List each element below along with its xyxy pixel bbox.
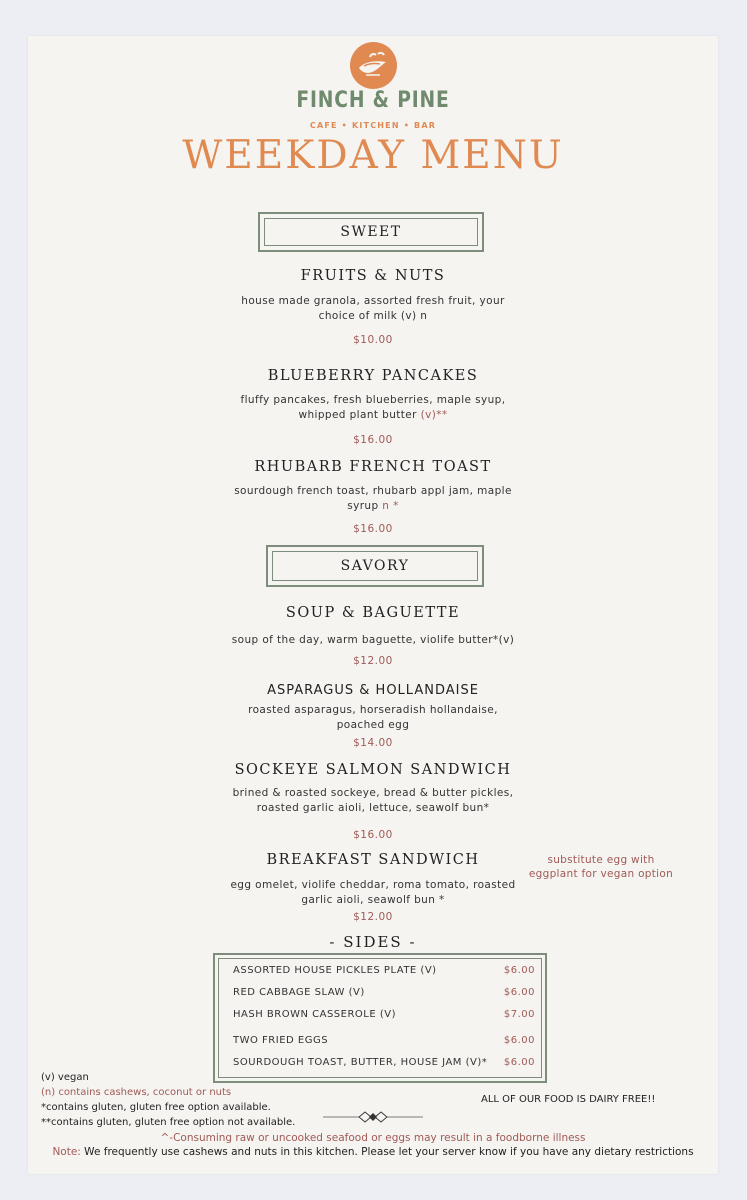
side-item: RED CABBAGE SLAW (V) $6.00 [233,987,535,998]
item-name: RHUBARB FRENCH TOAST [254,459,492,475]
legend-gluten-no-option: **contains gluten, gluten free option not available. [41,1117,296,1128]
item-price: $12.00 [353,655,393,667]
legend-gluten-option: *contains gluten, gluten free option available. [41,1102,271,1113]
item-price: $14.00 [353,737,393,749]
sides-heading: - SIDES - [329,933,417,951]
substitute-note: substitute egg with eggplant for vegan option [528,854,674,880]
legend-nuts: (n) contains cashews, coconut or nuts [41,1087,232,1098]
dairy-free-note: ALL OF OUR FOOD IS DAIRY FREE!! [481,1094,656,1105]
item-description: sourdough french toast, rhubarb appl jam, maple syrup n * [234,485,512,512]
raw-food-warning: ^-Consuming raw or uncooked seafood or eggs may result in a foodborne illness [160,1132,586,1144]
item-price: $16.00 [353,829,393,841]
allergen-note: Note: We frequently use cashews and nuts in this kitchen. Please let your server know if you have any dietary restrictions [52,1146,694,1158]
section-sweet [258,212,484,252]
bird-icon [350,42,397,89]
side-item: ASSORTED HOUSE PICKLES PLATE (V) $6.00 [233,965,535,976]
item-description: egg omelet, violife cheddar, roma tomato, roasted garlic aioli, seawolf bun * [230,879,516,906]
item-description: soup of the day, warm baguette, violife butter*(v) [231,634,515,646]
item-description: roasted asparagus, horseradish hollandaise, poached egg [248,704,498,731]
item-name: SOCKEYE SALMON SANDWICH [234,762,512,778]
legend-vegan: (v) vegan [41,1072,89,1083]
menu-page [28,36,718,1174]
item-price: $10.00 [353,334,393,346]
item-price: $16.00 [353,523,393,535]
side-item: HASH BROWN CASSEROLE (V) $7.00 [233,1009,535,1020]
section-heading: SWEET [264,218,478,246]
side-item: SOURDOUGH TOAST, BUTTER, HOUSE JAM (V)* $6.00 [233,1057,535,1068]
menu-title: WEEKDAY MENU [182,133,564,178]
legend [41,1070,295,1130]
item-name: BREAKFAST SANDWICH [266,852,480,868]
item-name: ASPARAGUS & HOLLANDAISE [267,683,479,698]
ornament-divider [323,1108,423,1120]
section-savory [266,545,484,587]
item-name: SOUP & BAGUETTE [285,605,461,621]
item-description: house made granola, assorted fresh fruit, your choice of milk (v) n [241,295,505,322]
section-heading: SAVORY [272,551,478,581]
item-description: fluffy pancakes, fresh blueberries, maple syup, whipped plant butter (v)** [240,394,506,421]
item-price: $12.00 [353,911,393,923]
item-description: brined & roasted sockeye, bread & butter pickles, roasted garlic aioli, lettuce, seawolf bun* [232,787,514,814]
side-item: TWO FRIED EGGS $6.00 [233,1035,535,1046]
brand-tagline: CAFE • KITCHEN • BAR [309,121,437,130]
item-name: BLUEBERRY PANCAKES [267,368,479,384]
item-name: FRUITS & NUTS [300,268,446,284]
sides-box [213,953,547,1083]
item-price: $16.00 [353,434,393,446]
brand-name: FINCH & PINE [296,88,450,113]
